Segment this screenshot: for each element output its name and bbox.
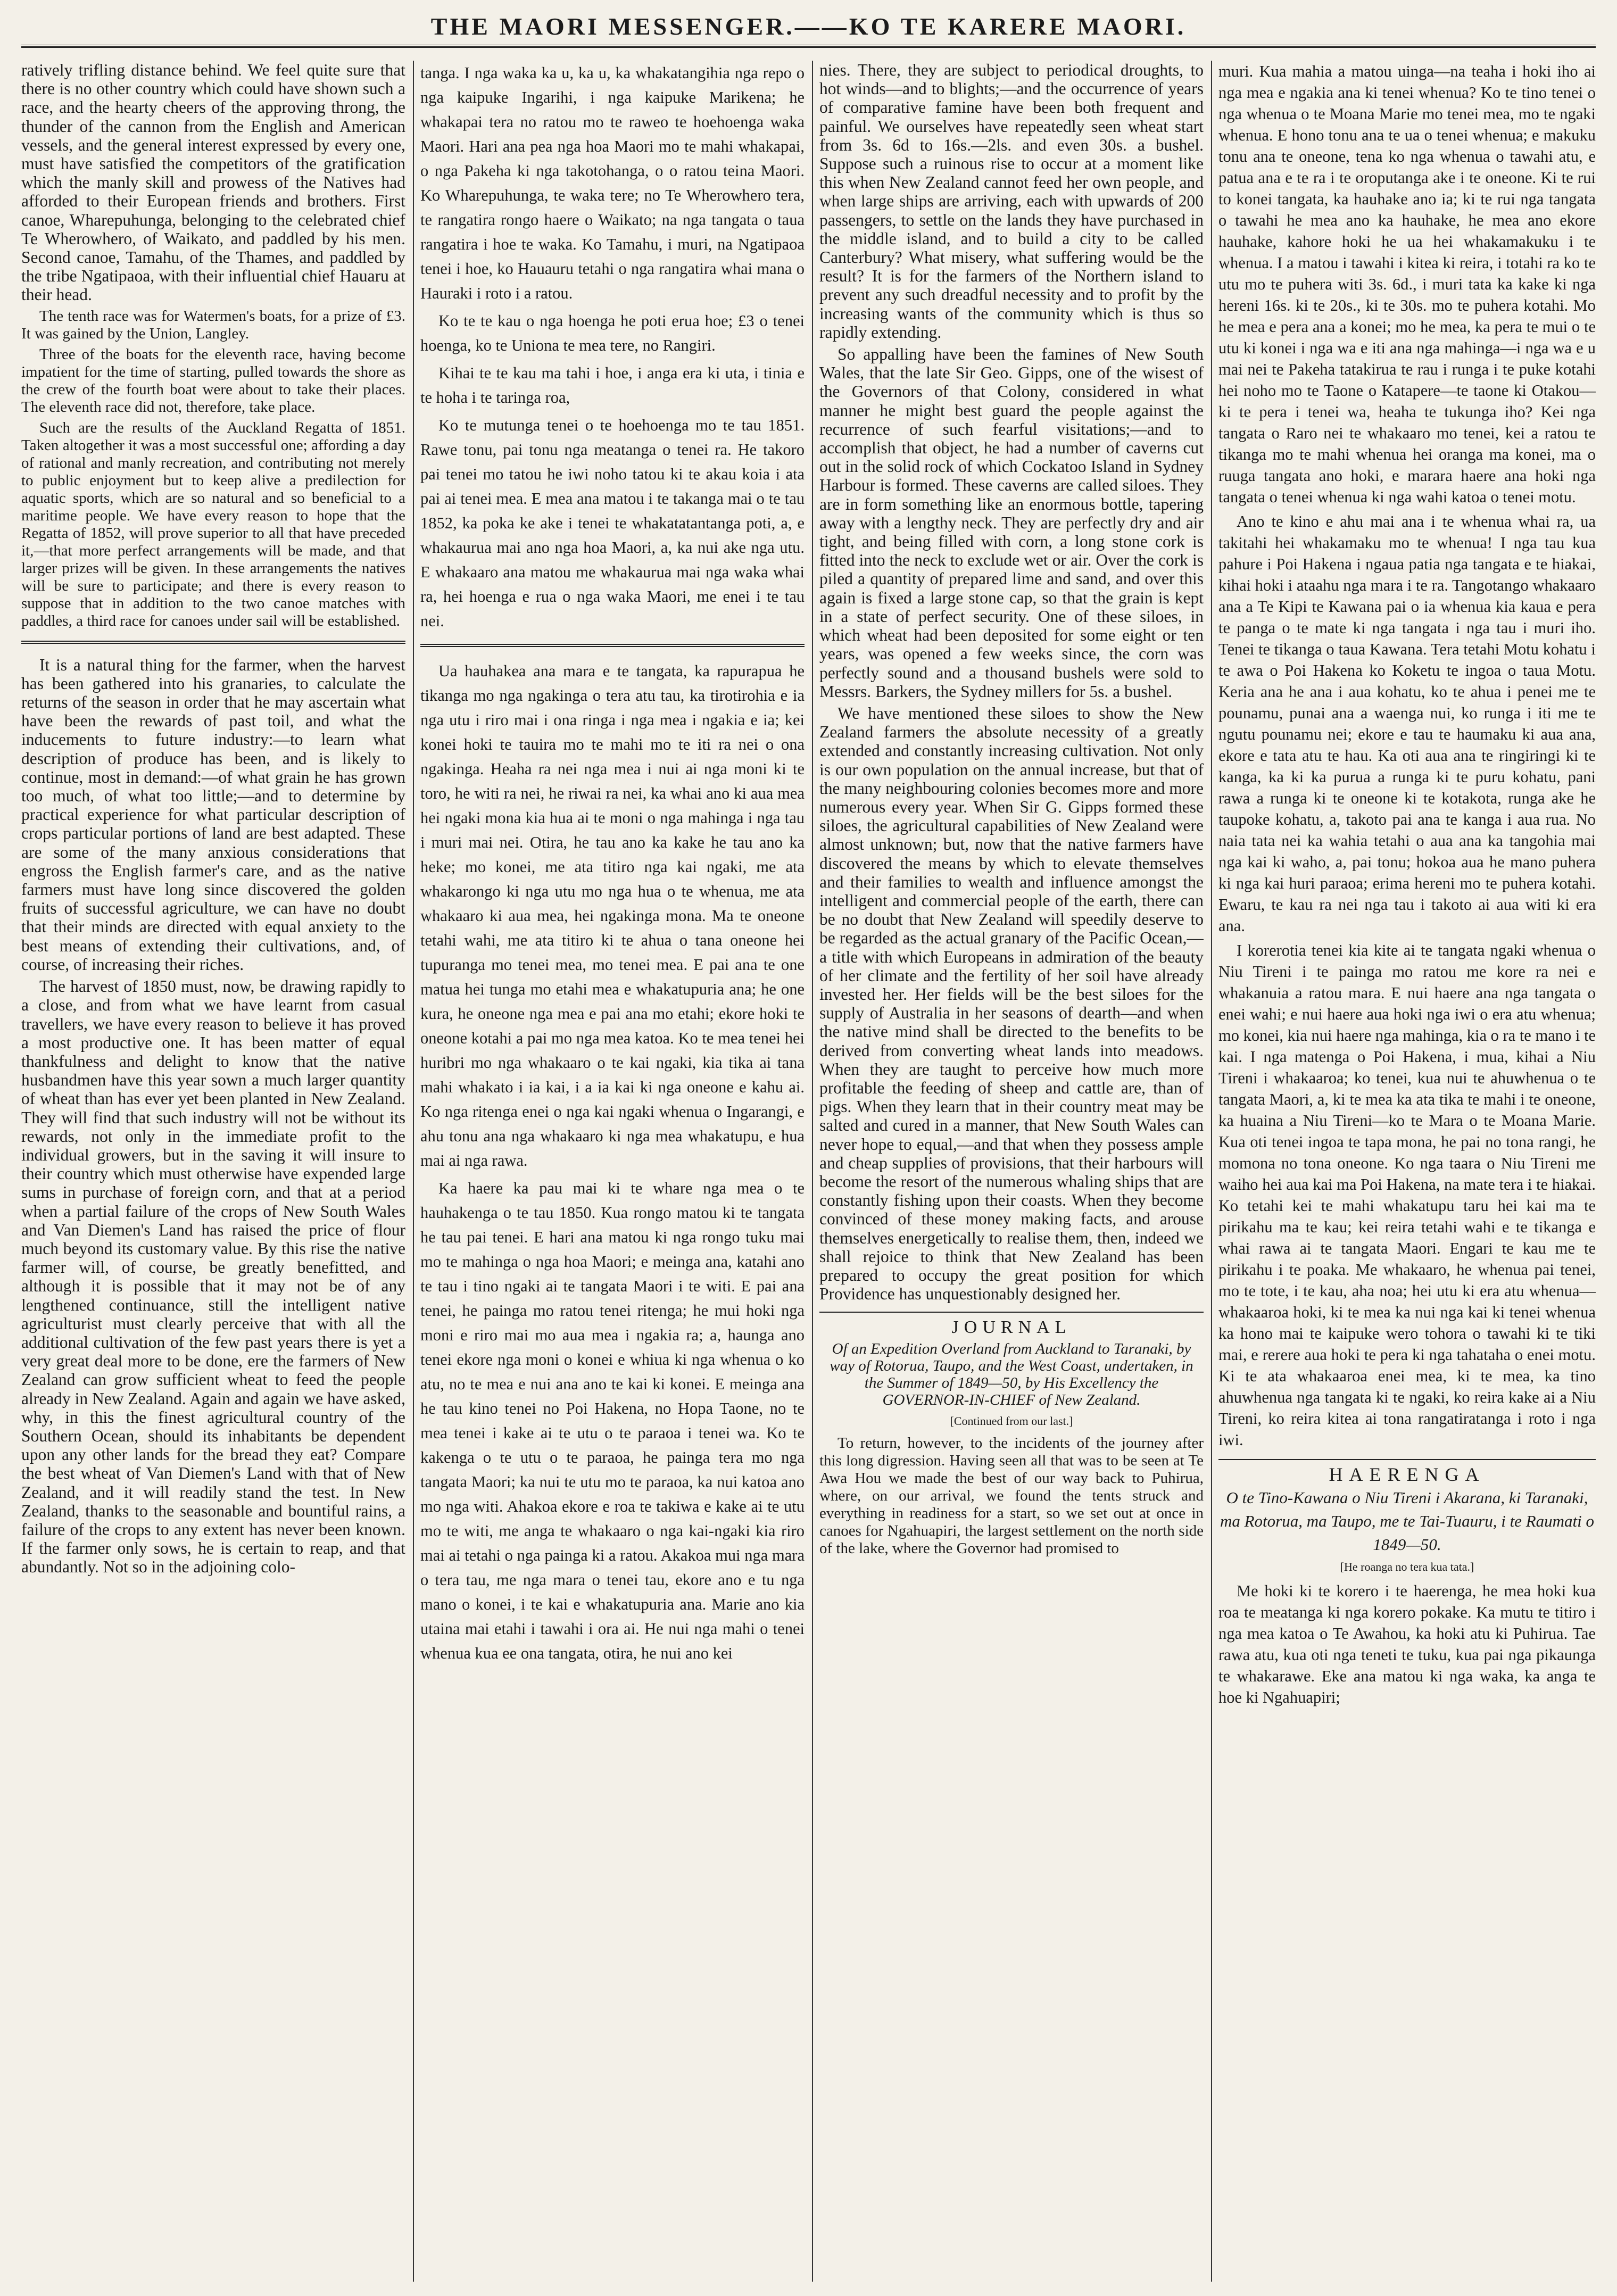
maori-granary-paragraph: I korerotia tenei kia kite ai te tangata ngaki whenua o Niu Tireni i te painga mo ratou me kore ra nei e whakanuia a ratou mara. E nui haere ana nga tangata o enei wahi; e nui haere aua hoki nga iwi o era atu whenua; mo konei, kia nui haere nga mahinga, kia o ra te mano i te kai. I nga matenga o Poi Hakena, i mua, kihai a Niu Tireni i whakaaroa; ko tenei, kua nui te ahuwhenua o te tangata Maori, a, ki te mea ka ata tika te mahi i te oneone, ka huaina a Niu Tireni—ko te Mara o te Moana Marie. Kua oti tenei ingoa te tapa mona, he pai no tona rangi, he momona no tona oneone. Ko nga taara o Niu Tireni me waiho hei aua kai ma Poi Hakena, na mate tera i te hiakai. Ko tetahi kei te mahi whakatupu taru hei kai ma te pirikahu ma te kau; kei reira tetahi wahi e te tikanga e whai rawa ai te tangata Maori. Engari te kau me te pirikahu i te poaka. Me whakaaro, he whenua pai tenei, mo te tote, i te kau, aha noa; hei utu ki era atu whenua—whakaaroa hoki, ki te mea ka nui nga kai ki tenei whenua ka hono mai te kaipuke wero tohora o tawahi ki te tiki mai, e rerere aua hoki te pera ki nga tahataha o enei motu. Ki te ata whakaaroa enei mea, ki te mea, ka tino ahuwhenua nga tangata ki te ngaki, ko reira kake ai a Niu Tireni, ko reira kitea ai tona rangatiratanga i roto i nga iwi. (1218, 941, 1596, 1449)
column-1 (21, 61, 405, 2282)
section-rule (420, 644, 805, 647)
haerenga-body: Me hoki ki te korero i te haerenga, he mea hoki kua roa te meatanga ki nga korero pokake. Ka mutu te titiro i nga mea katoa o Te Awahou, ka hoki atu ki Puhirua. Tae rawa atu, kua oti nga teneti te tuku, kua pai nga pikaunga te whakarawe. Eke ana matou ki nga waka, ka anga te hoe ki Ngahuapiri; (1218, 1582, 1596, 1707)
journal-subtitle: Of an Expedition Overland from Auckland to Taranaki, by way of Rotorua, Taupo, and the West Coast, undertaken, in the Summer of 1849—50, by His Excellency the GOVERNOR-IN-CHIEF of New Zealand. (830, 1340, 1193, 1408)
section-rule (819, 1312, 1204, 1313)
regatta-eleventh-race: Three of the boats for the eleventh race, having become impatient for the time of starting, pulled towards the shore as the crew of the fourth boat were about to take their places. The eleventh race did not, therefore, take place. (21, 345, 405, 416)
harvest-article-body: The harvest of 1850 must, now, be drawing rapidly to a close, and from what we have learnt from casual travellers, we have every reason to believe it has proved a most productive one. It has been matter of equal thankfulness and delight to know that the native husbandmen have this year sown a much larger quantity of wheat than has ever yet been planted in New Zealand. They will find that such industry will not be without its rewards, not only in the immediate profit to the individual growers, but in the saving it will insure to their country which must otherwise have expended large sums in purchase of foreign corn, and that at a period when a partial failure of the crops of New South Wales and Van Diemen's Land has raised the price of flour much beyond its customary value. By this rise the native farmer will, of course, be greatly benefitted, and although it is possible that it may not be of any lengthened continuance, still the intelligent native agriculturist must clearly perceive that with all the additional cultivation of the few past years there is yet a very great deal more to be done, ere the farmers of New Zealand can grow sufficient wheat to feed the people already in New Zealand. Again and again we have asked, why, in this the finest agricultural country of the Southern Ocean, should its inhabitants be dependent upon any other lands for the bread they eat? Compare the best wheat of Van Diemen's Land with that of New Zealand, and it will readily stand the test. In New Zealand, thanks to the seasonable and bountiful rains, a failure of the crops to any extent has never been known. If the farmer only sows, he is certain to reap, and that abundantly. Not so in the adjoining colo- (21, 977, 405, 1577)
section-rule (21, 641, 405, 644)
haerenga-subtitle: O te Tino-Kawana o Niu Tireni i Akarana, ki Taranaki, ma Rotorua, ma Taupo, me te Tai-Tuauru, i te Raumati o 1849—50. (1220, 1488, 1594, 1554)
harvest-article-continued: nies. There, they are subject to periodical droughts, to hot winds—and to blights;—and the occurrence of years of comparative famine have been both frequent and painful. We ourselves have repeatedly seen wheat start from 3s. 6d to 16s.—2ls. and even 30s. a bushel. Suppose such a ruinous rise to occur at a moment like this when New Zealand cannot feed her own people, and when large ships are arriving, each with upwards of 200 passengers, to settle on the lands they have purchased in the middle island, and to build a city to be called Canterbury? What misery, what suffering would be the result? It is for the farmers of the Northern island to prevent any such dreadful necessity and to profit by the increasing wants of the community which is thus so rapidly extending. (819, 61, 1204, 342)
regatta-tenth-race: The tenth race was for Watermen's boats, for a prize of £3. It was gained by the Union, Langley. (21, 307, 405, 342)
journal-title: JOURNAL (951, 1317, 1072, 1338)
maori-regatta-paragraph: tanga. I nga waka ka u, ka u, ka whakatangihia nga repo o nga kaipuke Ingarihi, i nga kaipuke Marikena; he whakapai tera no ratou mo te raweo te hoehoenga waka Maori. Hari ana pea nga hoa Maori mo te mahi whakapai, o nga Pakeha ki nga takotohanga, o o ratou teina Maori. Ko Wharepuhunga, te waka tere; no Te Wherowhero tera, te rangatira rongo haere o Waikato; na nga tangata o taua rangatira i hoe te waka. Ko Tamahu, i muri, na Ngatipaoa tenei i hoe, ko Hauauru tetahi o nga rangatira whai mana o Hauraki i roto i a ratou. (420, 64, 805, 302)
granary-paragraph: We have mentioned these siloes to show the New Zealand farmers the absolute necessity of a greatly extended and constantly increasing cultivation. Not only is our own population on the annual increase, but that of the many neighbouring colonies becomes more and more numerous every year. When Sir G. Gipps formed these siloes, the agricultural capabilities of New Zealand were almost unknown; but, now that the native farmers have discovered the means by which to elevate themselves and their families to wealth and influence amongst the intelligent and commercial people of the earth, there can be no doubt that New Zealand will speedily deserve to be regarded as the actual granary of the Pacific Ocean,—a title with which Europeans in admiration of the beauty of her climate and the fertility of her soil have already invested her. Her fields will be the best siloes for the supply of Australia in her seasons of dearth—and when the native mind shall be directed to the benefits to be derived from converting wheat lands into meadows. When they are taught to perceive how much more profitable the feeding of sheep and cattle are, than of pigs. When they learn that in their country meat may be salted and cured in a manner, that New South Wales can never hope to equal,—and that when they possess ample and cheap supplies of provisions, that their harbours will become the resort of the numerous whaling ships that are constantly fishing upon their coasts. When they become convinced of these money making facts, and arouse themselves energetically to realise them, then, indeed we shall rejoice to think that New Zealand has been prepared to occupy the great position for which Providence has unquestionably designed her. (819, 703, 1204, 1304)
column-2 (420, 61, 805, 2282)
journal-body: To return, however, to the incidents of the journey after this long digression. Having seen all that was to be seen at Te Awa Hou we made the best of our way back to Puhirua, where, on our arrival, we found the tents struck and everything in readiness for a start, so we set out at once in canoes for Ngahuapiri, the largest settlement on the north side of the lake, where the Governor had promised to (819, 1434, 1204, 1557)
masthead: THE MAORI MESSENGER.——KO TE KARERE MAORI. (430, 13, 1187, 40)
siloes-paragraph: So appalling have been the famines of New South Wales, that the late Sir Geo. Gipps, one of the wisest of the Governors of that Colony, considered in what manner he might best guard the people against the recurrence of such fearful visitations;—and to accomplish that object, he had a number of caverns cut out in the solid rock of which Cockatoo Island in Sydney Harbour is formed. These caverns are called siloes. They are in form something like an enormous bottle, tapering away with a lengthy neck. They are perfectly dry and air tight, and being filled with corn, a long stone cork is fitted into the neck to exclude wet or air. Over the cork is piled a quantity of prepared lime and sand, and over this again is fixed a large stone cap, so that the grain is kept in a state of perfect security. One of these siloes, in which wheat had been deposited for some eight or ten years, was opened a few weeks since, the corn was perfectly sound and a thousand bushels were sold to Messrs. Barkers, the Sydney millers for 5s. a bushel. (819, 345, 1204, 701)
maori-siloes-paragraph: Ano te kino e ahu mai ana i te whenua whai ra, ua takitahi hei whakamaku mo te whenua! I nga tau kua pahure i Poi Hakena i ngaua patia nga tangata e te hiakai, kihai hoki i ataahu nga mara i te ra. Tangotango whakaaro ana a Te Kipi te Kawana pai o ia whenua kia kaua e pera te panga o te mate ki nga tangata i nga tau i muri iho. Tenei te tikanga o taua Kawana. Tera tetahi Motu kohatu i te awa o Poi Hakena ko Koketu te ingoa o taua Motu. Keria ana he ana i aua kohatu, ko te ahua i penei me te pounamu, punai ana a waenga nui, ko runga i iti me te ngutu pounamu nei; ekore e tau te haumaku ki aua ana, ekore e tata atu te hau. Ka oti aua ana te ringiringi ki te kanga, ka ki ka purua a runga ki te puru kohatu, pani rawa a runga ki te oneone ki te kotakota, runga ake he taupoke kohatu, a, takoto pai ana te kanga i aua rua. No naia tata nei ka wahia tetahi o aua ana ka tangohia mai nga kai ki waho, a, pai tonu; hokoa aua he mano puhera ki nga kai huri paraoa; erima hereni mo te puhera kotahi. Ewaru, te kau ra nei nga tau i takoto ai aua witi ki era ana. (1218, 512, 1596, 935)
masthead-rule (21, 45, 1596, 48)
column-divider (413, 61, 414, 2282)
newspaper-page (21, 10, 1596, 2282)
column-3 (819, 61, 1204, 2282)
maori-eleventh-race: Kihai te te kau ma tahi i hoe, i anga era ki uta, i tinia e te hoha i te taringa roa, (420, 364, 805, 407)
harvest-article-intro: It is a natural thing for the farmer, when the harvest has been gathered into his granaries, to calculate the returns of the season in order that he may ascertain what have been the rewards of past toil, and what the inducements to future industry:—to learn what description of produce has been, and is likely to continue, most in demand:—of what grain he has grown too much, of what too little;—and to determine by practical experience for what particular description of crops particular portions of land are best adapted. These are some of the many anxious considerations that engross the English farmer's care, and as the native farmers must have long since discovered the golden fruits of successful agriculture, we can have no doubt that their minds are directed with equal anxiety to the best means of extending their cultivations, and, of course, of increasing their riches. (21, 655, 405, 974)
columns (21, 61, 1596, 2282)
regatta-paragraph: ratively trifling distance behind. We feel quite sure that there is no other country which could have shown such a race, and the hearty cheers of the approving throng, the thunder of the cannon from the English and American vessels, and the general interest expressed by every one, must have satisfied the competitors of the gratification which the manly skill and prowess of the Natives had afforded to their European friends and brothers. First canoe, Wharepuhunga, belonging to the celebrated chief Te Wherowhero, of Waikato, and paddled by his men. Second canoe, Tamahu, of the Thames, and paddled by the tribe Ngatipaoa, with their influential chief Hauaru at their head. (21, 61, 405, 304)
journal-heading (819, 1318, 1204, 1430)
journal-continued-note: [Continued from our last.] (950, 1414, 1073, 1428)
section-rule (1218, 1459, 1596, 1460)
maori-harvest-body: Ka haere ka pau mai ki te whare nga mea o te hauhakenga o te tau 1850. Kua rongo matou ki te tangata he tau pai tenei. E hari ana matou ki nga rongo tuku mai mo te mahinga o nga hoa Maori; e meinga ana, katahi ano te tau i tino ngaki ai te tangata Maori i te witi. E pai ana tenei, he painga mo ratou tenei ritenga; he mui hoki nga moni e riro mai mo aua mea i ngakia ra; a, haunga ano tenei ekore nga moni o konei e whiua ki nga whenua o ko atu, no te mea e nui ana ano te kai ki konei. E meinga ana he tau kino tenei no Poi Hakena, no Hopa Taone, no te mea tenei i kake ai te utu o te paraoa i tenei wa. Ko te kakenga o te utu o te paraoa, he painga tera mo nga tangata Maori; ka nui te utu mo te paraoa, ka nui katoa ano mo nga witi. Ahakoa ekore e roa te takiwa e kake ai te utu mo te witi, me anga te whakaaro o nga kai-ngaki kia riro mai ai tetahi o nga painga ki a ratou. Akakoa mui nga mara o tera tau, me nga mara o tenei tau, ekore ano e tu nga mano o konei, i te kai e whakatupuria ana. Marie ano kia utaina mai etahi i tawahi i ora ai. He nui nga mahi o tenei whenua kua ee ona tangata, otira, he nui ano kei (420, 1179, 805, 1662)
haerenga-title: HAERENGA (1329, 1464, 1486, 1485)
maori-harvest-intro: Ua hauhakea ana mara e te tangata, ka rapurapua he tikanga mo nga ngakinga o tera atu tau, ka tirotirohia e ia nga utu i riro mai i ona ringa i nga mea i ngakia e ia; kei konei hoki te tauira mo te mahi mo te iti ra nei o ona ngakinga. Heaha ra nei nga mea i nui ai nga moni ki te toro, he witi ra nei, he riwai ra nei, ka whai ano ki aua mea hei ngaki mona kia hua ai te moni o nga mahinga i nga tau i muri mai nei. Otira, he tau ano ka kake he tau ano ka heke; mo konei, me ata titiro nga kai ngaki, me ata whakarongo ki nga utu mo nga hua o te whenua, me ata whakaaro ki aua mea, hei ngakinga mona. Ma te oneone tetahi wahi, me ata titiro ki te ahua o tana oneone hei tupuranga mo tenei mea, mo tenei mea. E pai ana te one matua hei tunga mo etahi mea e whakatupuria ana; he one kura, he oneone nga mea e pai ana mo etahi; ekore hoki te oneone kotahi a pai mo nga mea katoa. Ko te mea tenei hei huribri mo nga whakaaro o te kai ngaki, kia tika ai tana mahi whakato i ia kai, i a ia kai ki nga oneone e kahu ai. Ko nga ritenga enei o nga kai ngaki whenua o Ingarangi, e ahu tonu ana nga whakaaro ki nga mea whakatupu, e hua mai ai nga rawa. (420, 662, 805, 1170)
maori-regatta-results: Ko te mutunga tenei o te hoehoenga mo te tau 1851. Rawe tonu, pai tonu nga meatanga o tenei ra. He takoro pai tenei mo tatou he iwi noho tatou ki te akau koia i ata pai ai tenei mea. E mea ana matou i te takanga mai o te tau 1852, ka poka ke ake i tenei te whakatatantanga poti, a, e whakaurua mai ano nga hoa Maori, a, ka nui ake nga utu. E whakaaro ana matou me whakaurua mai nga waka whai ra, hei hoenga e rua o nga waka Maori, me enei i te tau nei. (420, 416, 805, 630)
maori-harvest-continued: muri. Kua mahia a matou uinga—na teaha i hoki iho ai nga mea e ngakia ana ki tenei whenua? Ko te tino tenei o nga whenua o te Moana Marie mo tenei mea, mo te ngaki whenua. E hono tonu ana te ua o tenei whenua; e makuku tonu ana te oneone, tena ko nga whenua o tawahi atu, e patua ana e te ra i te oroputanga ake i te oneone. Ki te rui to konei tangata, ka hauhake ano ia; ki te rui nga tangata o tawahi he mea ano ka hauhake, he mea ano ekore hauhake, kahore hoki he ua hei whakamakuku i te whenua. I a matou i tawahi i kitea ki reira, i totahi ra ko te utu mo te puhera witi 3s. 6d., i muri tata ka kake ki nga hereni 16s. ki te 20s., ki te 30s. mo te puhera kotahi. Mo he mea e pera ana a konei; mo he mea, ka pera te mui o te utu ki konei i nga wa e iti ana nga mahinga—i nga wa e u mai nei te Pakeha tatakirua te rau i runga i te puke kotahi hei noho mo te Taone o Katapere—te taone ki Otakou—ki te pera i tenei wa, heaha te tukunga iho? Kei nga tangata o Raro nei te whakaaro mo tenei, kei a ratou te tikanga mo te mahi whenua hei oranga ma konei, ma o ruuga tangata ano hoki, e marara haere ana hoki nga tangata o tenei whenua ki nga wahi katoa o tenei motu. (1218, 62, 1596, 506)
column-divider (1211, 61, 1212, 2282)
haerenga-continued-note: [He roanga no tera kua tata.] (1340, 1560, 1474, 1574)
maori-tenth-race: Ko te te kau o nga hoenga he poti erua hoe; £3 o tenei hoenga, ko te Uniona te mea tere, no Rangiri. (420, 312, 805, 354)
regatta-results: Such are the results of the Auckland Regatta of 1851. Taken altogether it was a most successful one; affording a day of rational and manly recreation, and contributing not merely to public enjoyment but to keep alive a predilection for aquatic sports, which are so natural and so beneficial to a maritime people. We have every reason to hope that the Regatta of 1852, will prove superior to all that have preceded it,—that more perfect arrangements will be made, and that larger prizes will be given. In these arrangements the natives will be sure to participate; and there is every reason to suppose that in addition to the two canoe matches with paddles, a third race for canoes under sail will be established. (21, 419, 405, 629)
column-4 (1218, 61, 1596, 2282)
column-divider (812, 61, 813, 2282)
